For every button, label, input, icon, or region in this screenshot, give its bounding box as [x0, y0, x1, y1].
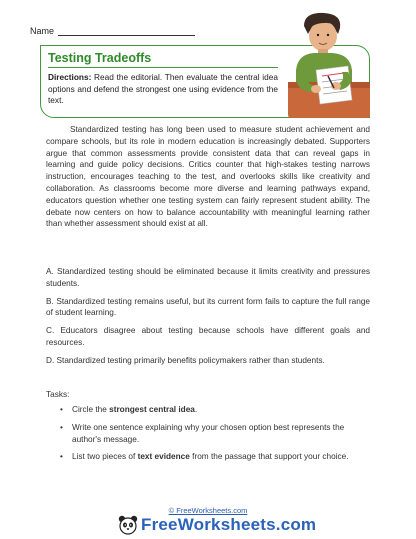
- option-d[interactable]: D. Standardized testing primarily benefits policymakers rather than students.: [46, 355, 325, 365]
- directions-text: Read the editorial. Then evaluate the central idea options and defend the strongest one using evidence from the text.: [48, 72, 278, 105]
- task-2-text: Write one sentence explaining why your chosen option best represents the author's message.: [72, 422, 345, 444]
- task-item: [60, 451, 372, 463]
- option-a[interactable]: A. Standardized testing should be eliminated because it limits creativity and pressures students.: [46, 267, 370, 288]
- option-c[interactable]: C. Educators disagree about testing because schools have different goals and resources.: [46, 326, 370, 347]
- task-1-end: .: [194, 405, 198, 414]
- footer-brand[interactable]: [118, 515, 316, 535]
- task-1-bold: strongest central idea: [109, 405, 195, 414]
- task-item: [60, 404, 372, 416]
- task-3-bold: text evidence: [137, 452, 190, 462]
- directions: [48, 72, 278, 107]
- student-writing-illustration: [282, 12, 370, 120]
- answer-options: [46, 266, 370, 373]
- tasks-list: [60, 404, 372, 469]
- directions-label: Directions:: [48, 72, 92, 82]
- panda-logo-icon: [118, 515, 138, 535]
- task-3-text: List two pieces of: [72, 452, 138, 462]
- task-1-text: Circle the: [72, 405, 110, 414]
- footer-copyright-link[interactable]: © FreeWorksheets.com: [168, 506, 248, 515]
- name-field-row: [30, 26, 195, 36]
- task-item: [60, 422, 372, 446]
- option-b[interactable]: B. Standardized testing remains useful, but its current form fails to capture the full range of student learning.: [46, 296, 370, 318]
- task-3-end: from the passage that support your choice.: [189, 452, 349, 462]
- brand-name: FreeWorksheets.com: [141, 515, 317, 534]
- name-label: Name: [30, 26, 55, 36]
- editorial-passage: Standardized testing has long been used to measure student achievement and compare schools, but its role in modern education is increasingly debated. Supporters argue that common assessments provide consistent data that can reveal gaps in learning and guide policy decisions. Critics counter that high-stakes testing narrows instruction, encourages teaching to the test, and overlooks skills like creativity and collaboration. As classrooms become more diverse and learning pathways expand, educators question whether one testing system can fairly represent student ability. The debate now centers on how to balance accountability with meaningful learning rather than whether assessment should exist at all.: [46, 125, 370, 229]
- title-divider: [48, 67, 278, 68]
- tasks-label: Tasks:: [46, 390, 70, 399]
- name-line[interactable]: [58, 27, 195, 36]
- worksheet-title: Testing Tradeoffs: [48, 51, 152, 65]
